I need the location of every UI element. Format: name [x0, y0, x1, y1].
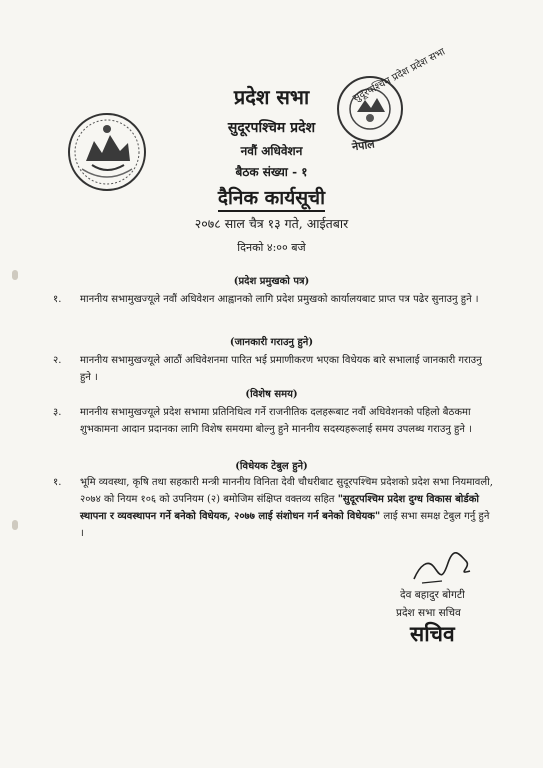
agenda-title-text: दैनिक कार्यसूची	[218, 187, 325, 212]
item-text-intro: भूमि व्यवस्था, कृषि तथा सहकारी मन्त्री माननीय विनिता देवी चौधरीबाट सुदूरपश्चिम प्रदेशको प्रदेश सभा नियमावली, २०७४ को नियम १०६ को उपनियम (२) बमोजिम संक्षिप्त वक्तव्य सहित	[80, 477, 493, 505]
signatory-name: देव बहादुर बोगटी	[400, 589, 465, 601]
item-text: माननीय सभामुखज्यूले नवौं अधिवेशन आह्वानको लागि प्रदेश प्रमुखको कार्यालयबाट प्राप्त पत्र पढेर सुनाउनु हुने ।	[80, 294, 479, 305]
seal-bottom-text: नेपाल	[351, 137, 376, 154]
binding-hole	[12, 520, 18, 530]
session-label: नवौं अधिवेशन	[240, 144, 303, 158]
item-number: १.	[53, 294, 62, 305]
page-title: प्रदेश सभा	[233, 85, 310, 109]
item-text: माननीय सभामुखज्यूले आठौं अधिवेशनमा पारित भई प्रमाणीकरण भएका विधेयक बारे सभालाई जानकारी गराउनु हुने ।	[80, 355, 482, 383]
agenda-item	[55, 352, 495, 386]
agenda-title	[0, 184, 543, 210]
item-text-outro: लाई सभा समक्ष टेबुल गर्नु हुने ।	[80, 511, 490, 539]
province-name: सुदूरपश्चिम प्रदेश	[227, 120, 316, 136]
item-text: माननीय सभामुखज्यूले प्रदेश सभामा प्रतिनिधित्व गर्ने राजनीतिक दलहरूबाट नवौं अधिवेशनको पहिलो बैठकमा शुभकामना आदान प्रदानका लागि विशेष समयमा बोल्नु हुने माननीय सदस्यहरूलाई समय उपलब्ध गराउनु हुने ।	[80, 407, 472, 435]
meeting-time: दिनको ४:०० बजे	[237, 241, 306, 254]
section-heading: (प्रदेश प्रमुखको पत्र)	[233, 276, 310, 287]
meeting-date: २०७८ साल चैत्र १३ गते, आईतबार	[194, 216, 349, 231]
secretary-stamp: सचिव	[410, 621, 455, 646]
item-number: ३.	[53, 407, 62, 418]
meeting-number: बैठक संख्या - १	[235, 165, 308, 179]
section-heading: (विधेयक टेबुल हुने)	[235, 461, 308, 472]
handwritten-signature-icon	[408, 545, 476, 593]
agenda-item	[55, 474, 495, 542]
agenda-item	[55, 404, 495, 438]
item-number: २.	[53, 355, 62, 366]
section-heading: (जानकारी गराउनु हुने)	[229, 337, 314, 348]
seal-arc-text: सुदूरपश्चिम प्रदेश प्रदेश सभा	[351, 46, 448, 105]
item-number: १.	[53, 477, 62, 488]
signatory-designation: प्रदेश सभा सचिव	[396, 607, 461, 619]
bill-title: "सुदूरपश्चिम प्रदेश दुग्ध विकास बोर्डको स्थापना र व्यवस्थापन गर्ने बनेको विधेयक, २०७७ लाई संशोधन गर्न बनेको विधेयक"	[80, 494, 480, 522]
agenda-item	[55, 291, 495, 308]
section-heading: (विशेष समय)	[245, 389, 298, 400]
item-text	[80, 474, 495, 542]
